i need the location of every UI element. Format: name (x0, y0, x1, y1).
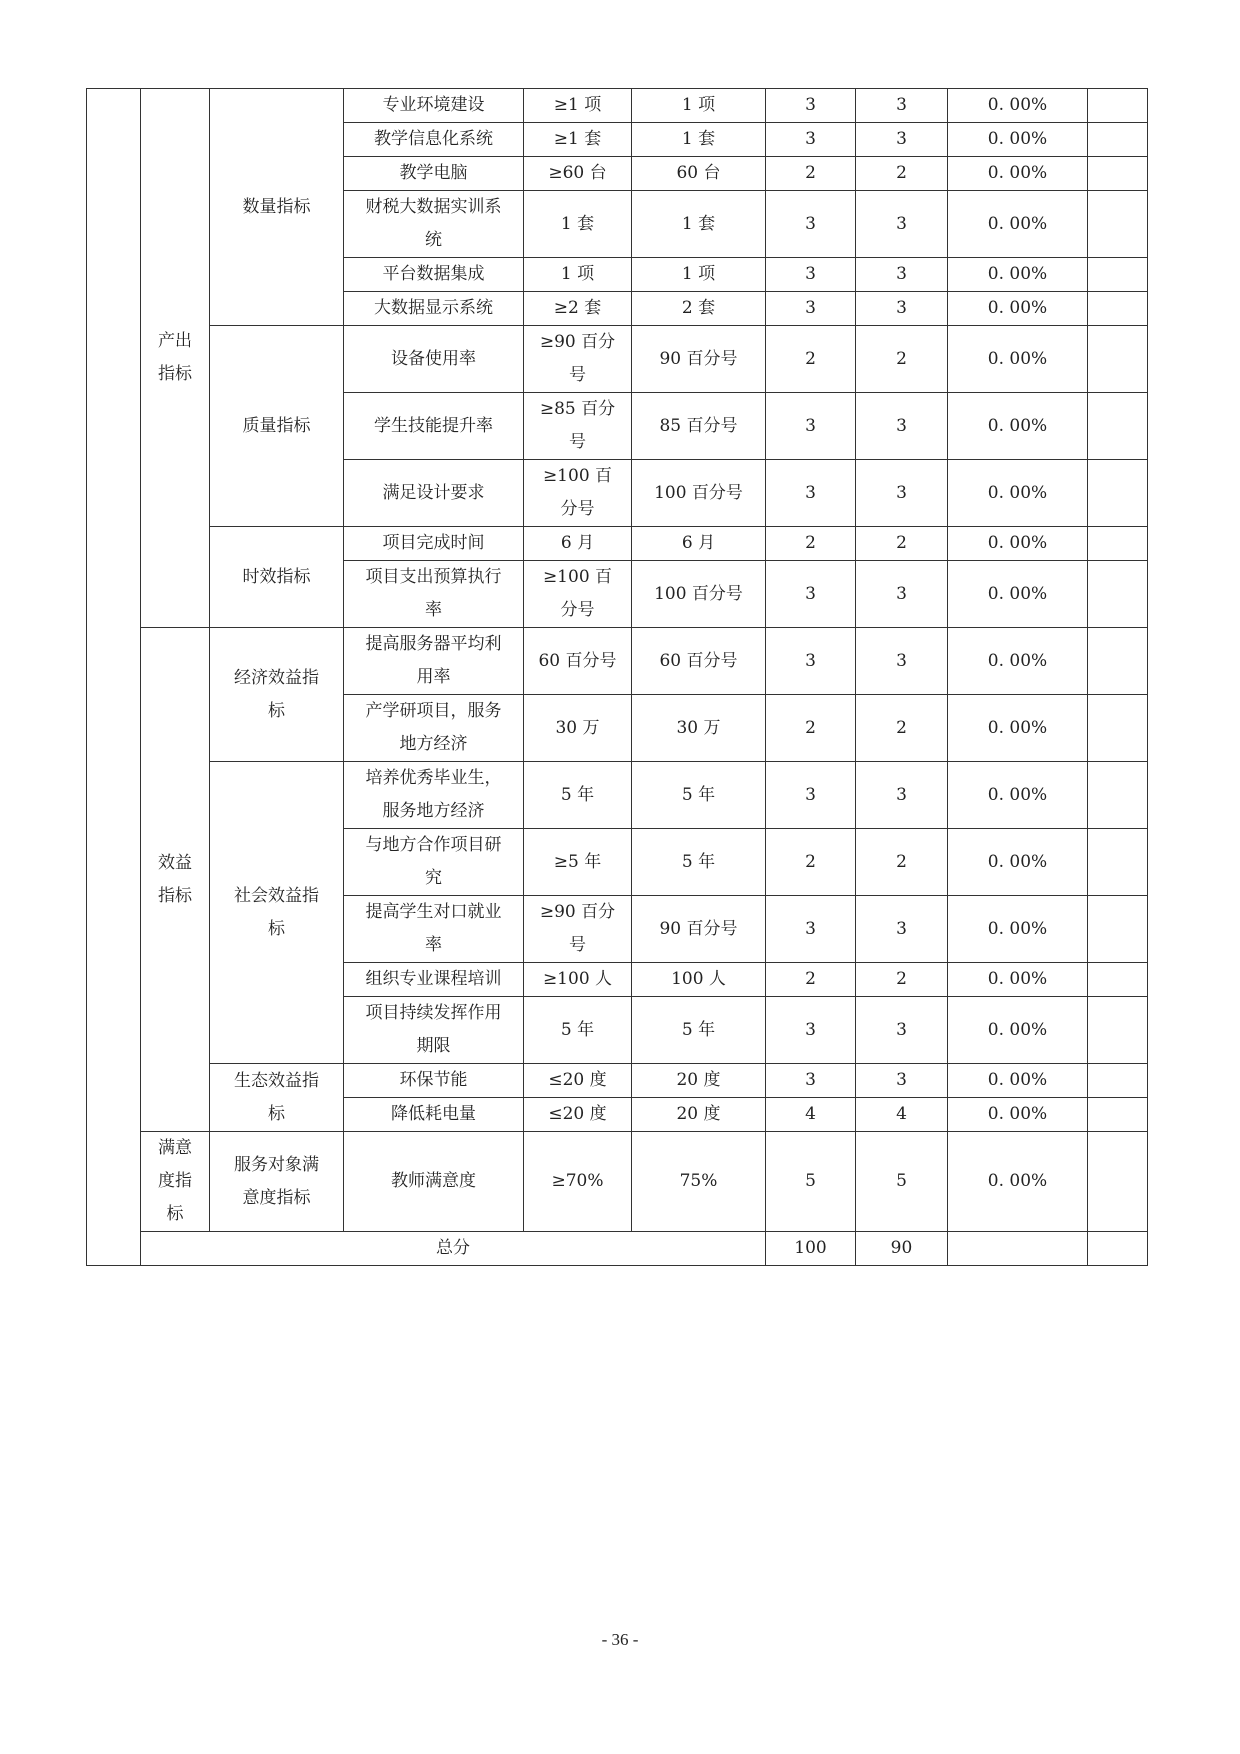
total-label: 总分 (141, 1232, 766, 1266)
target-value: 5 年 (524, 997, 632, 1064)
actual-value: 20 度 (632, 1098, 766, 1132)
total-score: 90 (856, 1232, 948, 1266)
deviation: 0. 00% (948, 1098, 1088, 1132)
score: 3 (856, 191, 948, 258)
deviation: 0. 00% (948, 695, 1088, 762)
actual-value: 20 度 (632, 1064, 766, 1098)
deviation: 0. 00% (948, 258, 1088, 292)
deviation: 0. 00% (948, 292, 1088, 326)
note (1088, 1064, 1148, 1098)
weight: 3 (766, 393, 856, 460)
note (1088, 123, 1148, 157)
weight: 2 (766, 829, 856, 896)
indicator-name: 项目完成时间 (344, 527, 524, 561)
deviation: 0. 00% (948, 460, 1088, 527)
deviation: 0. 00% (948, 326, 1088, 393)
weight: 2 (766, 527, 856, 561)
weight: 3 (766, 191, 856, 258)
actual-value: 90 百分号 (632, 896, 766, 963)
target-value: ≥2 套 (524, 292, 632, 326)
weight: 2 (766, 157, 856, 191)
actual-value: 90 百分号 (632, 326, 766, 393)
target-value: ≥5 年 (524, 829, 632, 896)
target-value: ≤20 度 (524, 1098, 632, 1132)
weight: 2 (766, 326, 856, 393)
weight: 3 (766, 460, 856, 527)
target-value: 1 套 (524, 191, 632, 258)
target-value: 30 万 (524, 695, 632, 762)
note (1088, 997, 1148, 1064)
note (1088, 326, 1148, 393)
indicator-name: 环保节能 (344, 1064, 524, 1098)
level2-indicator: 时效指标 (210, 527, 344, 628)
score: 2 (856, 157, 948, 191)
deviation: 0. 00% (948, 89, 1088, 123)
actual-value: 100 人 (632, 963, 766, 997)
deviation: 0. 00% (948, 963, 1088, 997)
deviation: 0. 00% (948, 157, 1088, 191)
performance-table-container (86, 88, 1148, 1266)
indicator-name: 提高学生对口就业 率 (344, 896, 524, 963)
score: 3 (856, 762, 948, 829)
deviation: 0. 00% (948, 1132, 1088, 1232)
score: 3 (856, 292, 948, 326)
deviation: 0. 00% (948, 191, 1088, 258)
note (1088, 393, 1148, 460)
weight: 3 (766, 89, 856, 123)
target-value: ≥100 百 分号 (524, 460, 632, 527)
note (1088, 628, 1148, 695)
actual-value: 2 套 (632, 292, 766, 326)
indicator-name: 财税大数据实训系 统 (344, 191, 524, 258)
weight: 4 (766, 1098, 856, 1132)
level1-indicator: 满意 度指 标 (141, 1132, 210, 1232)
weight: 2 (766, 695, 856, 762)
actual-value: 5 年 (632, 762, 766, 829)
score: 3 (856, 123, 948, 157)
deviation: 0. 00% (948, 628, 1088, 695)
indicator-name: 组织专业课程培训 (344, 963, 524, 997)
score: 2 (856, 963, 948, 997)
actual-value: 5 年 (632, 829, 766, 896)
weight: 3 (766, 561, 856, 628)
score: 5 (856, 1132, 948, 1232)
note (1088, 561, 1148, 628)
weight: 5 (766, 1132, 856, 1232)
table-row (87, 1064, 1148, 1098)
deviation: 0. 00% (948, 561, 1088, 628)
weight: 3 (766, 258, 856, 292)
deviation: 0. 00% (948, 762, 1088, 829)
level2-indicator: 生态效益指 标 (210, 1064, 344, 1132)
actual-value: 60 百分号 (632, 628, 766, 695)
indicator-name: 教学信息化系统 (344, 123, 524, 157)
table-row (87, 326, 1148, 393)
indicator-name: 大数据显示系统 (344, 292, 524, 326)
indicator-name: 平台数据集成 (344, 258, 524, 292)
target-value: 1 项 (524, 258, 632, 292)
score: 3 (856, 89, 948, 123)
note (1088, 829, 1148, 896)
actual-value: 1 套 (632, 123, 766, 157)
target-value: ≥90 百分 号 (524, 326, 632, 393)
score: 3 (856, 460, 948, 527)
note (1088, 896, 1148, 963)
indicator-name: 项目支出预算执行 率 (344, 561, 524, 628)
target-value: ≥1 套 (524, 123, 632, 157)
indicator-name: 学生技能提升率 (344, 393, 524, 460)
note (1088, 89, 1148, 123)
target-value: ≥100 百 分号 (524, 561, 632, 628)
indicator-name: 与地方合作项目研 究 (344, 829, 524, 896)
weight: 3 (766, 292, 856, 326)
indicator-name: 降低耗电量 (344, 1098, 524, 1132)
total-row (87, 1232, 1148, 1266)
level2-indicator: 经济效益指 标 (210, 628, 344, 762)
indicator-name: 产学研项目，服务 地方经济 (344, 695, 524, 762)
performance-indicator-table (86, 88, 1148, 1266)
deviation: 0. 00% (948, 123, 1088, 157)
indicator-name: 项目持续发挥作用 期限 (344, 997, 524, 1064)
weight: 3 (766, 896, 856, 963)
note (1088, 762, 1148, 829)
actual-value: 1 项 (632, 258, 766, 292)
score: 3 (856, 997, 948, 1064)
level1-indicator: 效益 指标 (141, 628, 210, 1132)
indicator-name: 设备使用率 (344, 326, 524, 393)
note (1088, 963, 1148, 997)
indicator-name: 教师满意度 (344, 1132, 524, 1232)
actual-value: 6 月 (632, 527, 766, 561)
score: 2 (856, 829, 948, 896)
score: 3 (856, 393, 948, 460)
target-value: ≥90 百分 号 (524, 896, 632, 963)
target-value: ≥85 百分 号 (524, 393, 632, 460)
weight: 2 (766, 963, 856, 997)
deviation: 0. 00% (948, 829, 1088, 896)
note (1088, 1098, 1148, 1132)
level2-indicator: 社会效益指 标 (210, 762, 344, 1064)
table-row (87, 1132, 1148, 1232)
indicator-name: 专业环境建设 (344, 89, 524, 123)
total-deviation (948, 1232, 1088, 1266)
table-row (87, 89, 1148, 123)
actual-value: 75% (632, 1132, 766, 1232)
note (1088, 527, 1148, 561)
note (1088, 258, 1148, 292)
score: 3 (856, 896, 948, 963)
deviation: 0. 00% (948, 1064, 1088, 1098)
score: 2 (856, 695, 948, 762)
deviation: 0. 00% (948, 527, 1088, 561)
target-value: ≤20 度 (524, 1064, 632, 1098)
target-value: 5 年 (524, 762, 632, 829)
table-row (87, 527, 1148, 561)
actual-value: 85 百分号 (632, 393, 766, 460)
score: 4 (856, 1098, 948, 1132)
actual-value: 100 百分号 (632, 561, 766, 628)
level2-indicator: 数量指标 (210, 89, 344, 326)
margin-blank-cell (87, 89, 141, 1266)
target-value: 6 月 (524, 527, 632, 561)
weight: 3 (766, 762, 856, 829)
weight: 3 (766, 1064, 856, 1098)
score: 2 (856, 527, 948, 561)
indicator-name: 教学电脑 (344, 157, 524, 191)
deviation: 0. 00% (948, 393, 1088, 460)
score: 3 (856, 628, 948, 695)
total-note (1088, 1232, 1148, 1266)
note (1088, 695, 1148, 762)
page-number: - 36 - (601, 1630, 639, 1649)
actual-value: 5 年 (632, 997, 766, 1064)
actual-value: 1 项 (632, 89, 766, 123)
level2-indicator: 质量指标 (210, 326, 344, 527)
weight: 3 (766, 997, 856, 1064)
note (1088, 1132, 1148, 1232)
target-value: ≥60 台 (524, 157, 632, 191)
actual-value: 100 百分号 (632, 460, 766, 527)
score: 3 (856, 1064, 948, 1098)
indicator-name: 提高服务器平均利 用率 (344, 628, 524, 695)
actual-value: 1 套 (632, 191, 766, 258)
table-row (87, 762, 1148, 829)
score: 3 (856, 561, 948, 628)
score: 2 (856, 326, 948, 393)
deviation: 0. 00% (948, 997, 1088, 1064)
note (1088, 292, 1148, 326)
indicator-name: 培养优秀毕业生， 服务地方经济 (344, 762, 524, 829)
actual-value: 60 台 (632, 157, 766, 191)
indicator-name: 满足设计要求 (344, 460, 524, 527)
score: 3 (856, 258, 948, 292)
note (1088, 157, 1148, 191)
weight: 3 (766, 628, 856, 695)
total-weight: 100 (766, 1232, 856, 1266)
level1-indicator: 产出 指标 (141, 89, 210, 628)
target-value: 60 百分号 (524, 628, 632, 695)
target-value: ≥100 人 (524, 963, 632, 997)
deviation: 0. 00% (948, 896, 1088, 963)
actual-value: 30 万 (632, 695, 766, 762)
target-value: ≥70% (524, 1132, 632, 1232)
target-value: ≥1 项 (524, 89, 632, 123)
table-row (87, 628, 1148, 695)
weight: 3 (766, 123, 856, 157)
note (1088, 460, 1148, 527)
note (1088, 191, 1148, 258)
level2-indicator: 服务对象满 意度指标 (210, 1132, 344, 1232)
